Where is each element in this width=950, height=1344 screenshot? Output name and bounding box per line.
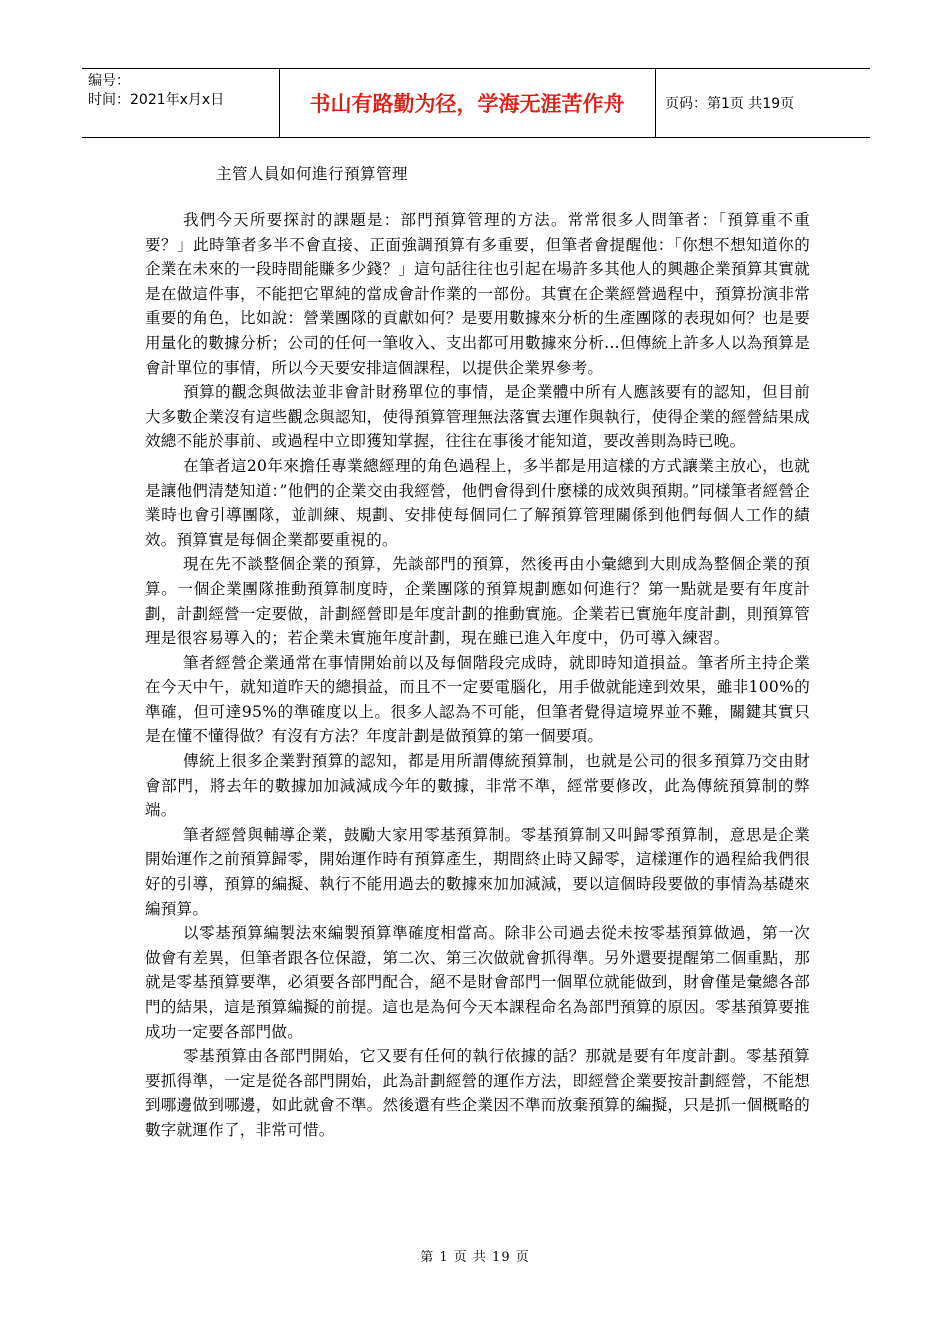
header-meta <box>88 72 224 110</box>
paragraph: 筆者經營企業通常在事情開始前以及每個階段完成時，就即時知道損益。筆者所主持企業在今天中午，就知道昨天的總損益，而且不一定要電腦化，用手做就能達到效果，雖非100%的準確，但可達95%的準確度以上。很多人認為不可能，但筆者覺得這境界並不難，關鍵其實只是在懂不懂得做？有沒有方法？年度計劃是做預算的第一個要項。 <box>145 653 810 746</box>
header-page-label: 页码：第1页 共19页 <box>665 96 795 112</box>
page-header <box>82 68 870 138</box>
paragraph: 在筆者這20年來擔任專業總經理的角色過程上，多半都是用這樣的方式讓業主放心，也就是讓他們清楚知道：”他們的企業交由我經營，他們會得到什麼樣的成效與預期。”同樣筆者經營企業時也會引導團隊，並訓練、規劃、安排使每個同仁了解預算管理關係到他們每個人工作的績效。預算實是每個企業都要重視的。 <box>145 456 810 549</box>
paragraph: 以零基預算編製法來編製預算準確度相當高。除非公司過去從未按零基預算做過，第一次做會有差異，但筆者跟各位保證，第二次、第三次做就會抓得準。另外還要提醒第二個重點，那就是零基預算要準，必須要各部門配合，絕不是財會部門一個單位就能做到，財會僅是彙總各部門的結果，這是預算編擬的前提。這也是為何今天本課程命名為部門預算的原因。零基預算要推成功一定要各部門做。 <box>145 924 810 1041</box>
paragraph: 傳統上很多企業對預算的認知，都是用所謂傳統預算制，也就是公司的很多預算乃交由財會部門，將去年的數據加加減減成今年的數據，非常不準，經常要修改，此為傳統預算制的弊端。 <box>145 752 810 820</box>
header-divider-right <box>655 68 656 138</box>
paragraph: 現在先不談整個企業的預算，先談部門的預算，然後再由小彙總到大則成為整個企業的預算。一個企業團隊推動預算制度時，企業團隊的預算規劃應如何進行？第一點就是要有年度計劃，計劃經營一定要做，計劃經營即是年度計劃的推動實施。企業若已實施年度計劃，則預算管理是很容易導入的；若企業未實施年度計劃，現在雖已進入年度中，仍可導入練習。 <box>145 555 810 648</box>
page-footer: 第 1 页 共 19 页 <box>420 1250 530 1265</box>
document-number-label: 编号： <box>88 73 130 89</box>
header-motto: 书山有路勤为径，学海无涯苦作舟 <box>309 92 625 116</box>
paragraph: 零基預算由各部門開始，它又要有任何的執行依據的話？那就是要有年度計劃。零基預算要抓得準，一定是從各部門開始，此為計劃經營的運作方法，即經營企業要按計劃經營，不能想到哪邊做到哪邊，如此就會不準。然後還有些企業因不準而放棄預算的編擬，只是抓一個概略的數字就運作了，非常可惜。 <box>145 1047 810 1139</box>
document-body <box>145 208 810 1143</box>
paragraph: 筆者經營與輔導企業，鼓勵大家用零基預算制。零基預算制又叫歸零預算制，意思是企業開始運作之前預算歸零，開始運作時有預算產生，期間終止時又歸零，這樣運作的過程給我們很好的引導，預算的編擬、執行不能用過去的數據來加加減減，要以這個時段要做的事情為基礎來編預算。 <box>145 825 810 918</box>
paragraph: 我們今天所要探討的課題是：部門預算管理的方法。常常很多人問筆者：「預算重不重要？」此時筆者多半不會直接、正面強調預算有多重要，但筆者會提醒他：「你想不想知道你的企業在未來的一段時間能賺多少錢？」這句話往往也引起在場許多其他人的興趣企業預算其實就是在做這件事，不能把它單純的當成會計作業的一部份。其實在企業經營過程中，預算扮演非常重要的角色，比如說：營業團隊的貢獻如何？是要用數據來分析的生產團隊的表現如何？也是要用量化的數據分析；公司的任何一筆收入、支出都可用數據來分析…但傳統上許多人以為預算是會計單位的事情，所以今天要安排這個課程，以提供企業界參考。 <box>145 211 810 377</box>
document-time-label: 时间：2021年x月x日 <box>88 92 225 108</box>
paragraph: 預算的觀念與做法並非會計財務單位的事情，是企業體中所有人應該要有的認知，但目前大多數企業沒有這些觀念與認知，使得預算管理無法落實去運作與執行，使得企業的經營結果成效總不能於事前、或過程中立即獲知掌握，往往在事後才能知道，要改善則為時已晚。 <box>145 383 810 451</box>
document-title: 主管人員如何進行預算管理 <box>216 165 409 183</box>
